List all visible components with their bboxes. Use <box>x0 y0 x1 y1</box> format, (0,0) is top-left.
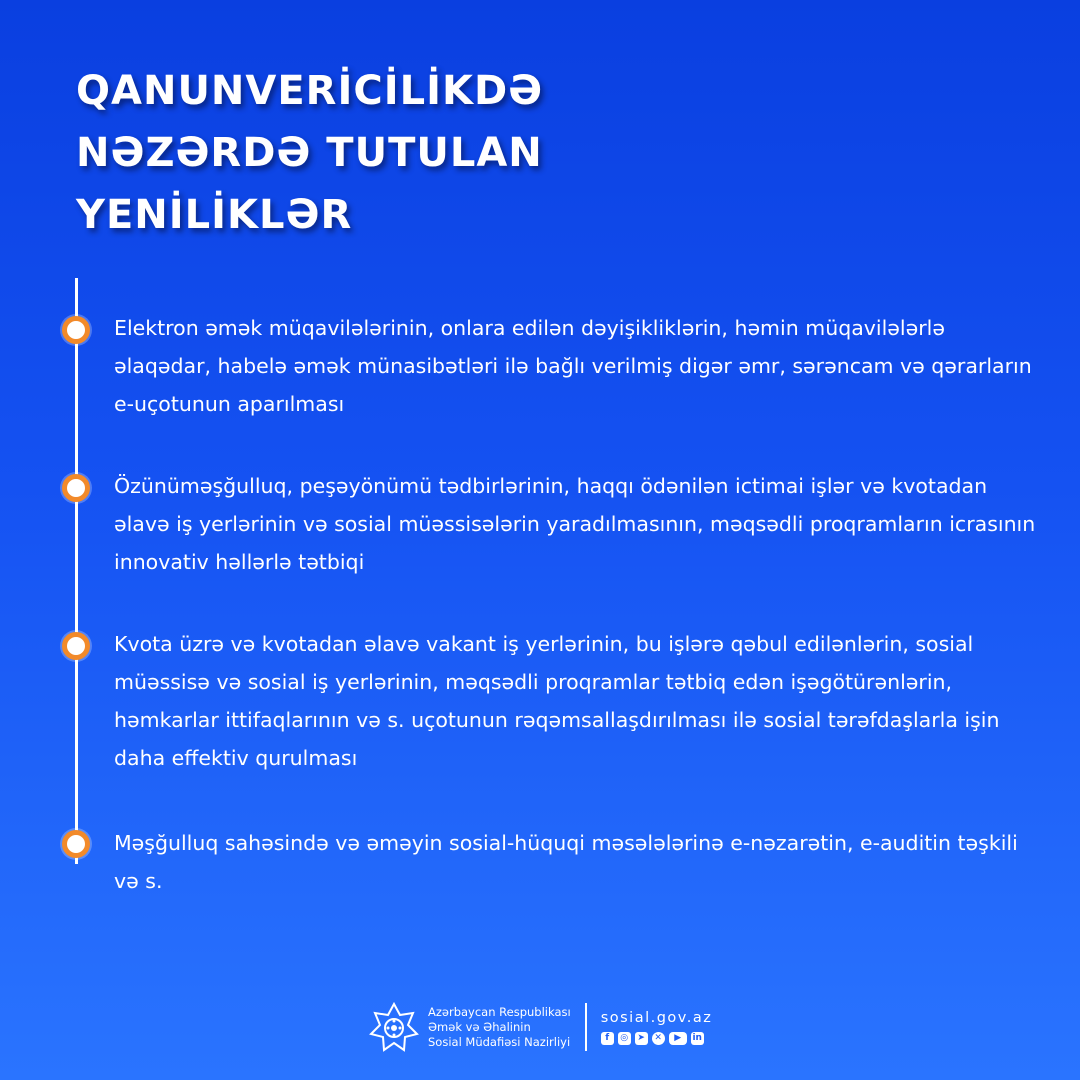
footer-contacts <box>601 1010 713 1045</box>
list-item <box>114 625 1044 777</box>
bullet-icon <box>62 474 90 502</box>
list-item-text: Elektron əmək müqavilələrinin, onlara edilən dəyişikliklərin, həmin müqavilələrlə əlaqədar, habelə əmək münasibətləri ilə bağlı verilmiş digər əmr, sərəncam və qərarların e-uçotunun aparılması <box>114 316 1032 416</box>
ministry-logo-icon <box>368 1001 420 1053</box>
ministry-name <box>428 1005 571 1050</box>
social-icons <box>601 1032 713 1045</box>
list-item-text: Özünüməşğulluq, peşəyönümü tədbirlərinin, haqqı ödənilən ictimai işlər və kvotadan əlavə iş yerlərinin və sosial müəssisələrin yaradılmasının, məqsədli proqramların icrasının innovativ həllərlə tətbiqi <box>114 474 1036 574</box>
title-line-3: YENİLİKLƏR <box>76 192 353 238</box>
x-icon[interactable]: ✕ <box>652 1032 665 1045</box>
ministry-name-line-1: Azərbaycan Respublikası <box>428 1004 571 1019</box>
timeline-line <box>75 278 78 864</box>
bullet-icon <box>62 632 90 660</box>
page-title <box>76 60 543 246</box>
facebook-icon[interactable]: f <box>601 1032 614 1045</box>
ministry-name-line-3: Sosial Müdafiəsi Nazirliyi <box>428 1034 571 1049</box>
telegram-icon[interactable]: ➤ <box>635 1032 648 1045</box>
list-item <box>114 467 1044 581</box>
instagram-icon[interactable]: ◎ <box>618 1032 631 1045</box>
title-line-2: NƏZƏRDƏ TUTULAN <box>76 130 543 176</box>
ministry-name-line-2: Əmək və Əhalinin <box>428 1019 531 1034</box>
footer <box>368 998 712 1056</box>
bullet-icon <box>62 830 90 858</box>
list-item-text: Kvota üzrə və kvotadan əlavə vakant iş yerlərinin, bu işlərə qəbul edilənlərin, sosial müəssisə və sosial iş yerlərinin, məqsədli proqramlar tətbiq edən işəgötürənlərin, həmkarlar ittifaqlarının və s. uçotunun rəqəmsallaşdırılması ilə sosial tərəfdaşlarla işin daha effektiv qurulması <box>114 632 1000 770</box>
list-item <box>114 824 1044 900</box>
footer-divider <box>585 1003 587 1051</box>
website-link[interactable]: sosial.gov.az <box>600 1009 713 1026</box>
list-item-text: Məşğulluq sahəsində və əməyin sosial-hüquqi məsələlərinə e-nəzarətin, e-auditin təşkili və s. <box>114 831 1018 893</box>
youtube-icon[interactable]: ▶ <box>669 1032 687 1045</box>
list-item <box>114 309 1044 423</box>
bullet-icon <box>62 316 90 344</box>
linkedin-icon[interactable]: in <box>692 1032 702 1043</box>
title-line-1: QANUNVERİCİLİKDƏ <box>76 68 544 114</box>
